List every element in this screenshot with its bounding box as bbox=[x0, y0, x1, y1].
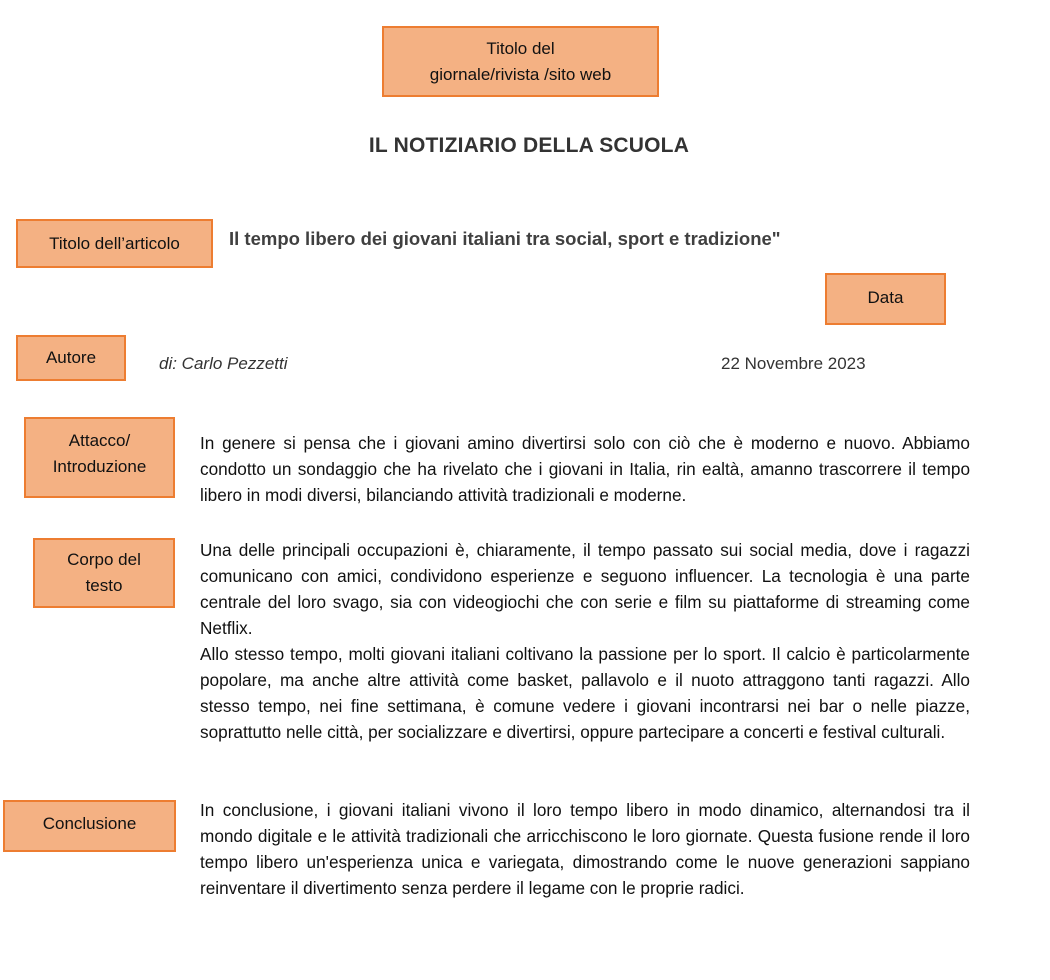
label-body-line2: testo bbox=[85, 576, 123, 595]
label-article-title-text: Titolo dell’articolo bbox=[49, 233, 180, 253]
label-date-text: Data bbox=[867, 288, 904, 307]
article-date: 22 Novembre 2023 bbox=[721, 354, 866, 373]
label-author-text: Autore bbox=[45, 348, 97, 367]
conclusion-text: In conclusione, i giovani italiani vivono il loro tempo libero in modo dinamico, alternandosi tra il mondo digitale e le attività tradizionali che arricchiscono le loro giornate. Questa fusione rende il loro tempo libero un'esperienza unica e variegata, dimostrando come le nuove generazioni sappiano reinventare il divertimento senza perdere il legame con le proprie radici. bbox=[200, 800, 970, 898]
author-prefix: di bbox=[159, 354, 173, 373]
conclusion-paragraph bbox=[200, 797, 970, 901]
label-newspaper-title bbox=[382, 26, 659, 97]
label-conclusion-text: Conclusione bbox=[42, 814, 137, 833]
author-name: : Carlo Pezzetti bbox=[172, 354, 288, 373]
label-article-title bbox=[16, 219, 213, 268]
introduction-text: In genere si pensa che i giovani amino divertirsi solo con ciò che è moderno e nuovo. Abbiamo condotto un sondaggio che ha rivelato che i giovani in Italia, rin ealtà, amanno trascorrere il tempo libero in modi diversi, bilanciando attività tradizionali e moderne. bbox=[200, 433, 970, 505]
label-body-line1: Corpo del bbox=[67, 550, 141, 569]
label-date bbox=[825, 273, 946, 325]
label-author bbox=[16, 335, 126, 381]
label-newspaper-title-line1: Titolo del bbox=[486, 38, 555, 58]
label-introduction-line2: Introduzione bbox=[52, 457, 147, 476]
introduction-paragraph bbox=[200, 430, 970, 508]
body-paragraph-2: Allo stesso tempo, molti giovani italiani coltivano la passione per lo sport. Il calcio è particolarmente popolare, ma anche altre attività come basket, pallavolo e il nuoto attraggono tanti ragazzi. Allo stesso tempo, nei fine settimana, è comune vedere i giovani incontrarsi nei bar o nelle piazze, soprattutto nelle città, per socializzare e divertirsi, oppure partecipare a concerti e festival culturali. bbox=[200, 644, 970, 742]
body-paragraphs bbox=[200, 537, 970, 745]
label-newspaper-title-line2: giornale/rivista /sito web bbox=[429, 64, 612, 84]
article-title: Il tempo libero dei giovani italiani tra social, sport e tradizione" bbox=[229, 228, 781, 249]
newspaper-masthead: IL NOTIZIARIO DELLA SCUOLA bbox=[368, 134, 690, 157]
label-body bbox=[33, 538, 175, 608]
label-introduction-line1: Attacco/ bbox=[68, 431, 131, 450]
label-introduction bbox=[24, 417, 175, 498]
body-paragraph-1: Una delle principali occupazioni è, chiaramente, il tempo passato sui social media, dove i ragazzi comunicano con amici, condividono esperienze e seguono influencer. La tecnologia è una parte centrale del loro svago, sia con videogiochi che con serie e film su piattaforme di streaming come Netflix. bbox=[200, 540, 970, 638]
article-author bbox=[159, 354, 288, 374]
label-conclusion bbox=[3, 800, 176, 852]
